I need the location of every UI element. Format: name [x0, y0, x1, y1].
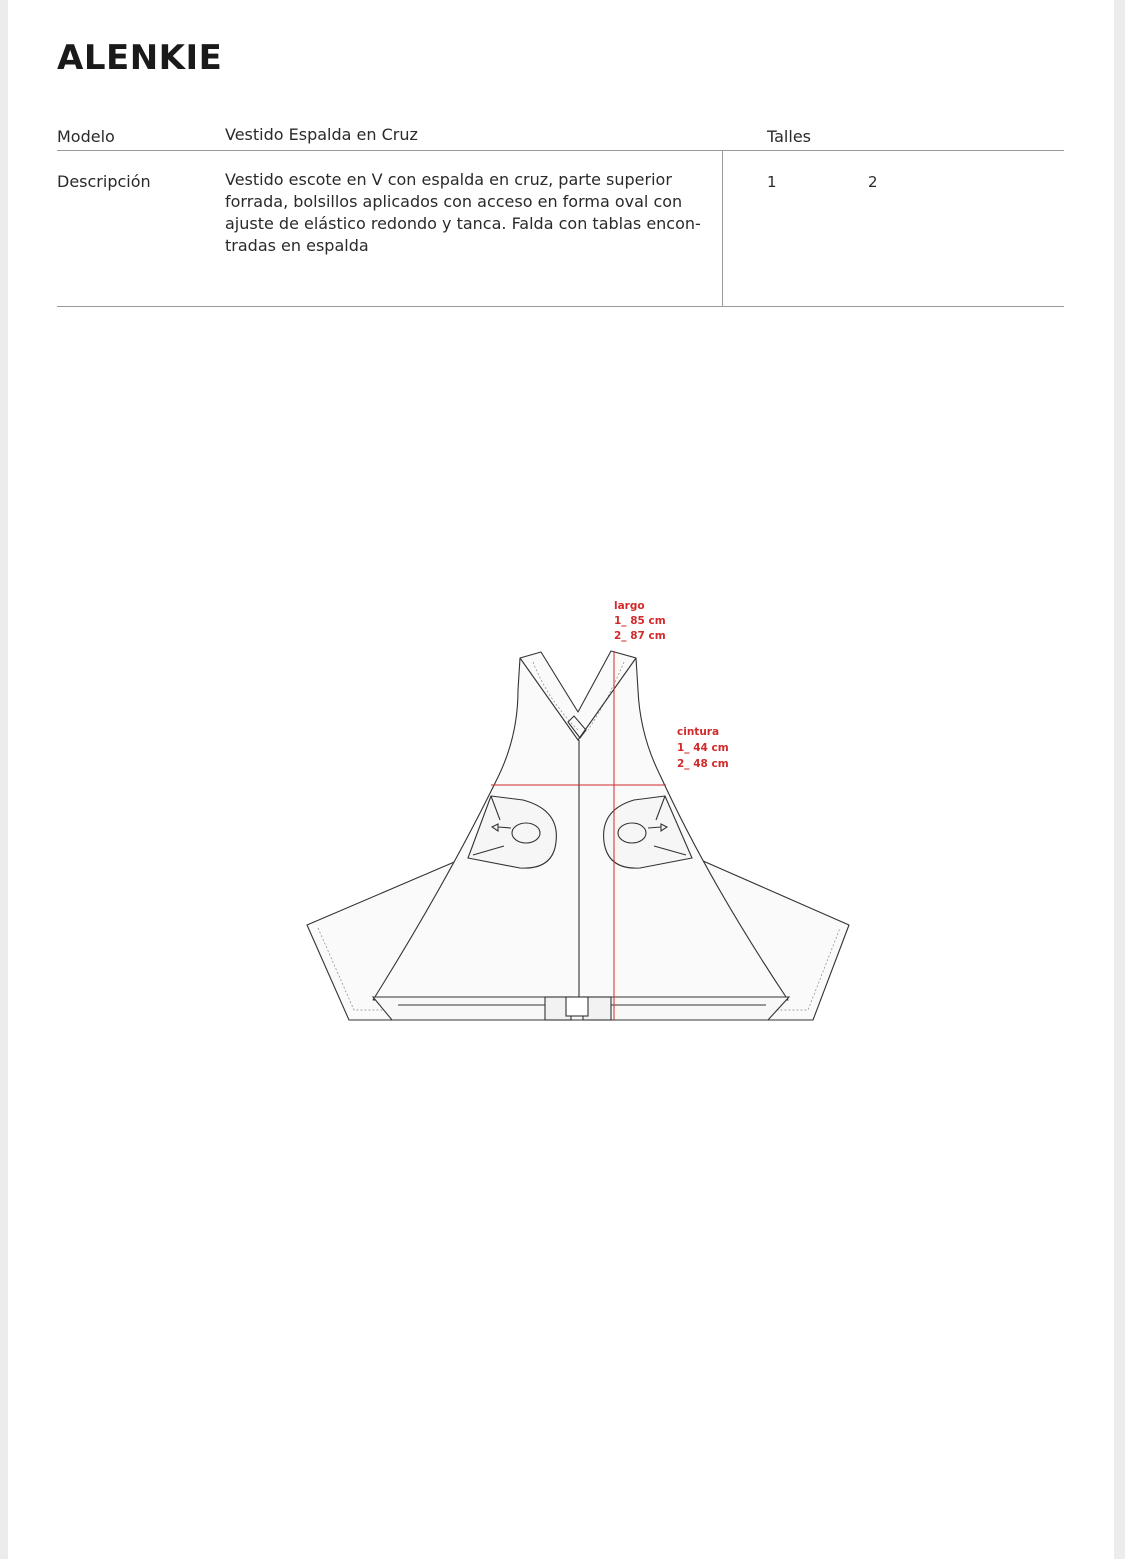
largo-size-1: 1_ 85 cm — [614, 615, 666, 627]
cintura-size-2: 2_ 48 cm — [677, 758, 729, 770]
cintura-label: cintura — [677, 726, 720, 738]
spec-sheet-page — [8, 0, 1114, 1559]
center-pleat-box — [566, 997, 588, 1016]
modelo-label: Modelo — [57, 127, 115, 146]
size-1: 1 — [767, 173, 777, 191]
descripcion-label: Descripción — [57, 172, 151, 191]
cintura-size-1: 1_ 44 cm — [677, 742, 729, 754]
modelo-value: Vestido Espalda en Cruz — [225, 125, 418, 144]
descripcion-line: ajuste de elástico redondo y tanca. Falda con tablas encon- — [225, 214, 701, 233]
size-2: 2 — [868, 173, 878, 191]
descripcion-line: forrada, bolsillos aplicados con acceso en forma oval con — [225, 192, 683, 211]
brand-title: ALENKIE — [57, 38, 223, 78]
talles-label: Talles — [767, 127, 811, 146]
dress-technical-drawing — [8, 0, 1114, 1559]
largo-size-2: 2_ 87 cm — [614, 630, 666, 642]
descripcion-line: Vestido escote en V con espalda en cruz, parte superior — [225, 170, 672, 189]
dress-front-body — [373, 651, 788, 1000]
descripcion-line: tradas en espalda — [225, 236, 369, 255]
largo-label: largo — [614, 600, 645, 612]
